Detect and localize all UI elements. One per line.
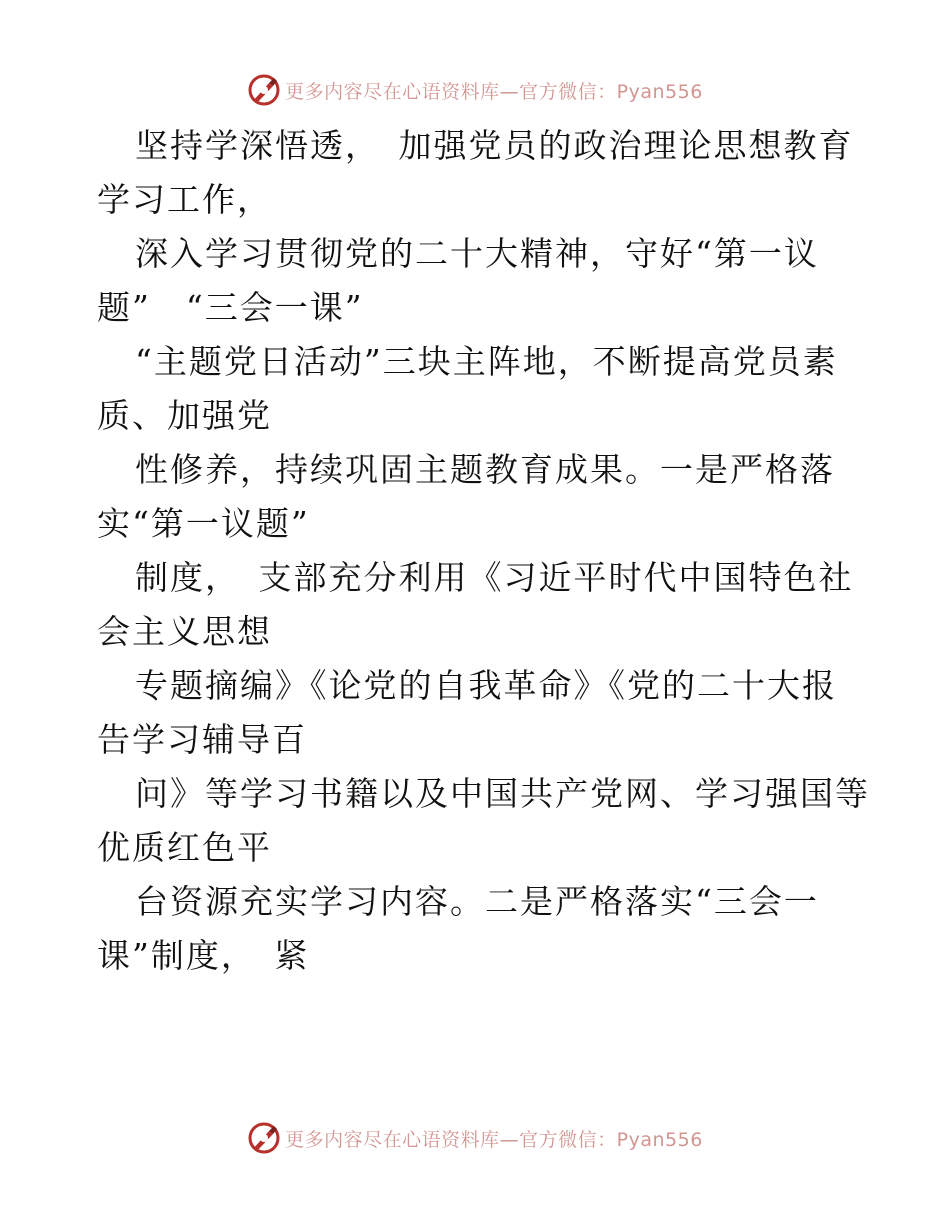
text-line: 性修养，持续巩固主题教育成果。一是严格落 xyxy=(135,450,835,489)
text-line: 会主义思想 xyxy=(97,612,272,651)
text-line: 制度， 支部充分利用《习近平时代中国特色社 xyxy=(135,558,854,597)
text-line: 深入学习贯彻党的二十大精神，守好“第一议 xyxy=(135,234,819,273)
pen-logo-icon xyxy=(247,1121,281,1155)
text-line: 优质红色平 xyxy=(97,828,272,867)
text-line: 坚持学深悟透， 加强党员的政治理论思想教育 xyxy=(135,126,854,165)
text-line: 题” “三会一课” xyxy=(97,288,364,327)
footer-watermark-text xyxy=(285,1125,703,1152)
text-line: 告学习辅导百 xyxy=(97,720,307,759)
text-line: 台资源充实学习内容。二是严格落实“三会一 xyxy=(135,882,819,921)
text-line: 学习工作， xyxy=(97,180,272,219)
text-line: 课”制度， 紧 xyxy=(97,936,310,975)
footer-contact: 官方微信：Pyan556 xyxy=(519,1128,703,1151)
text-line: 专题摘编》《论党的自我革命》《党的二十大报 xyxy=(135,666,837,705)
footer-watermark-title: 更多内容尽在心语资料库 xyxy=(285,1128,500,1151)
footer-separator: — xyxy=(499,1128,520,1151)
pen-logo-icon xyxy=(247,73,281,107)
text-line: “主题党日活动”三块主阵地，不断提高党员素 xyxy=(135,342,838,381)
header-contact: 官方微信：Pyan556 xyxy=(519,80,703,103)
header-watermark-title: 更多内容尽在心语资料库 xyxy=(285,80,500,103)
header-watermark xyxy=(0,70,950,110)
text-line: 实“第一议题” xyxy=(97,504,310,543)
header-watermark-text xyxy=(285,77,703,104)
text-line: 质、加强党 xyxy=(97,396,272,435)
document-body xyxy=(97,119,870,983)
footer-watermark xyxy=(0,1118,950,1158)
header-separator: — xyxy=(499,80,520,103)
text-line: 问》等学习书籍以及中国共产党网、学习强国等 xyxy=(135,774,870,813)
